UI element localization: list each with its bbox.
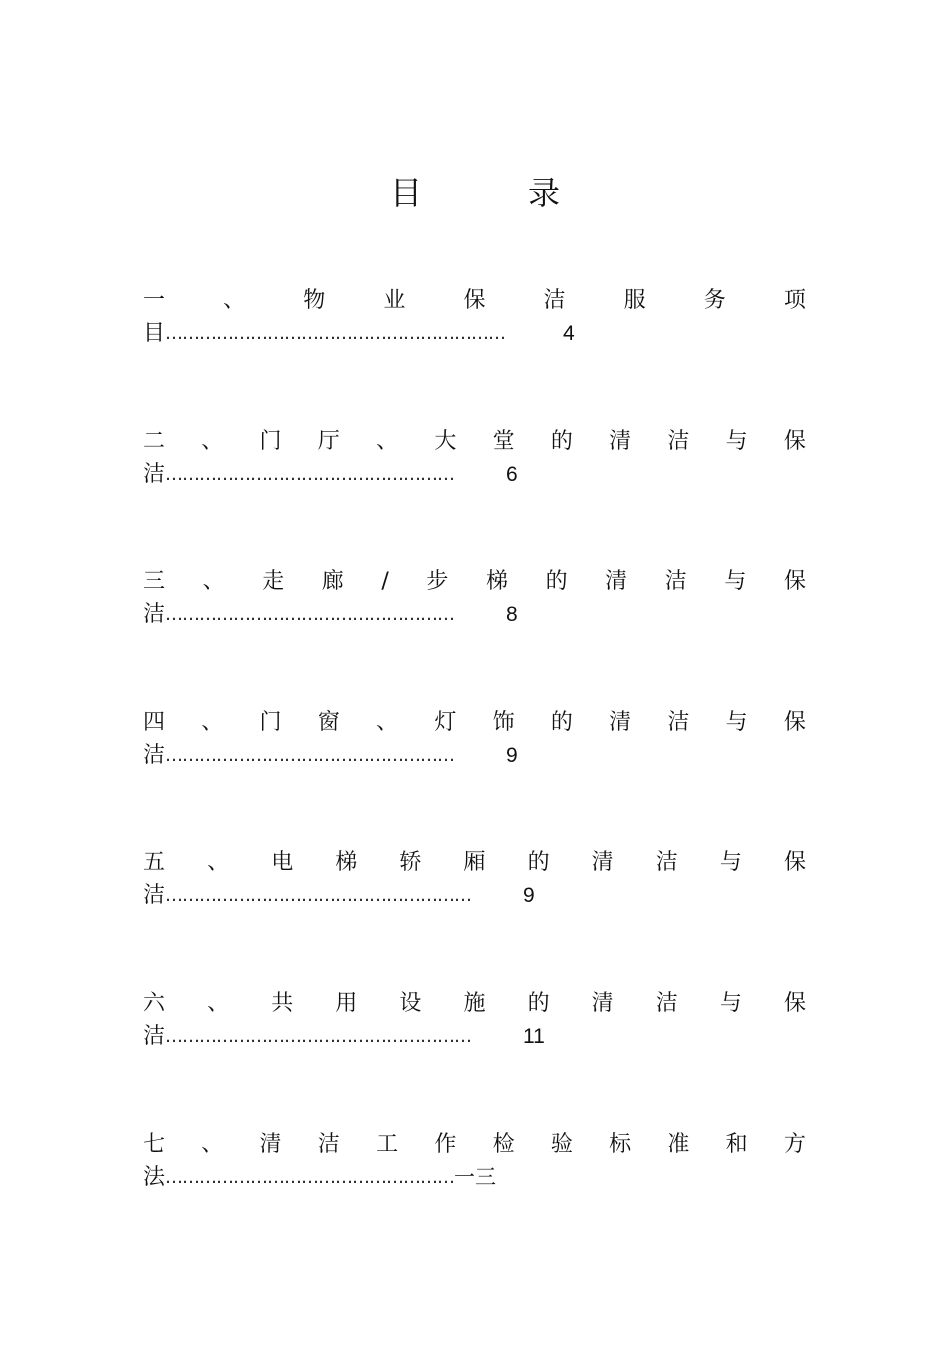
toc-heading-char: 保 (783, 569, 806, 594)
toc-page-number: 4 (563, 322, 575, 345)
toc-heading-char: 轿 (399, 850, 422, 875)
toc-heading-char: 灯 (434, 710, 457, 735)
toc-entry[interactable] (143, 1128, 806, 1194)
toc-entry-leader-line (143, 1162, 806, 1194)
toc-entry-leader-line (143, 1021, 806, 1053)
toc-heading-char: 、 (202, 569, 225, 594)
toc-heading-char: 、 (223, 288, 246, 313)
toc-entry-leader-line (143, 740, 806, 772)
toc-heading-char: 项 (783, 288, 806, 313)
toc-heading-last-char: 洁 (143, 1024, 166, 1049)
toc-heading-char: 的 (545, 569, 568, 594)
toc-entry[interactable] (143, 565, 806, 631)
toc-heading-char: 、 (201, 429, 224, 454)
toc-heading-char: 服 (623, 288, 646, 313)
toc-heading-char: 门 (259, 710, 282, 735)
toc-dot-leader: …………………………………………… (165, 745, 455, 766)
toc-heading-char: 洁 (664, 569, 687, 594)
toc-dot-leader: …………………………………………… (165, 604, 455, 625)
toc-entry-leader-line (143, 318, 806, 350)
toc-heading-char: 电 (271, 850, 294, 875)
toc-heading-char: 准 (667, 1132, 690, 1157)
toc-heading-char: 务 (703, 288, 726, 313)
toc-heading-char: 、 (201, 710, 224, 735)
toc-heading-last-char: 洁 (143, 743, 166, 768)
toc-heading-char: 洁 (655, 850, 678, 875)
toc-heading-char: 作 (434, 1132, 457, 1157)
toc-heading-char: 的 (527, 850, 550, 875)
toc-entry-heading-line (143, 706, 806, 740)
toc-heading-char: 、 (207, 991, 230, 1016)
toc-heading-char: 清 (605, 569, 628, 594)
toc-heading-char: 、 (207, 850, 230, 875)
page-title (0, 168, 950, 214)
toc-entry[interactable] (143, 846, 806, 912)
toc-heading-last-char: 洁 (143, 602, 166, 627)
toc-heading-char: 、 (201, 1132, 224, 1157)
toc-entry-heading-line (143, 565, 806, 599)
toc-page-number: 9 (523, 884, 535, 907)
toc-heading-char: 检 (492, 1132, 515, 1157)
toc-heading-char: 标 (609, 1132, 632, 1157)
toc-heading-char: 梯 (485, 569, 508, 594)
toc-heading-char: 洁 (543, 288, 566, 313)
toc-dot-leader: ……………………………………………… (165, 885, 472, 906)
toc-entry[interactable] (143, 987, 806, 1053)
toc-heading-char: 清 (591, 850, 614, 875)
toc-heading-char: 清 (609, 710, 632, 735)
toc-heading-char: 的 (527, 991, 550, 1016)
toc-heading-char: 廊 (321, 569, 344, 594)
toc-heading-char: 走 (262, 569, 285, 594)
toc-entry-heading-line (143, 987, 806, 1021)
toc-heading-char: 堂 (492, 429, 515, 454)
toc-dot-leader: ……………………………………………… (165, 1026, 472, 1047)
toc-entry[interactable] (143, 706, 806, 772)
toc-heading-char: 二 (143, 429, 166, 454)
toc-heading-char: 清 (259, 1132, 282, 1157)
toc-heading-char: 厅 (317, 429, 340, 454)
toc-entry-leader-line (143, 459, 806, 491)
toc-heading-char: 用 (335, 991, 358, 1016)
toc-heading-char: 保 (783, 710, 806, 735)
toc-heading-char: 与 (725, 710, 748, 735)
toc-heading-char: 与 (724, 569, 747, 594)
toc-heading-char: 与 (719, 991, 742, 1016)
toc-heading-char: 清 (591, 991, 614, 1016)
title-char-1: 目 (390, 174, 423, 212)
toc-heading-char: 保 (783, 429, 806, 454)
toc-entry-heading-line (143, 425, 806, 459)
toc-heading-last-char: 洁 (143, 462, 166, 487)
toc-heading-char: 五 (143, 850, 166, 875)
toc-heading-char: 业 (383, 288, 406, 313)
toc-heading-char: 保 (783, 850, 806, 875)
title-char-2: 录 (528, 174, 561, 212)
toc-entry-leader-line (143, 599, 806, 631)
toc-entry-heading-line (143, 1128, 806, 1162)
toc-heading-char: 洁 (667, 429, 690, 454)
toc-heading-char: 洁 (655, 991, 678, 1016)
toc-heading-last-char: 法 (143, 1165, 166, 1190)
toc-heading-char: 门 (259, 429, 282, 454)
toc-heading-char: 洁 (317, 1132, 340, 1157)
toc-heading-char: 清 (609, 429, 632, 454)
toc-heading-char: 三 (143, 569, 166, 594)
toc-heading-char: 洁 (667, 710, 690, 735)
toc-heading-char: 保 (463, 288, 486, 313)
toc-heading-char: 与 (719, 850, 742, 875)
toc-entry[interactable] (143, 284, 806, 350)
toc-page-number: 8 (506, 603, 518, 626)
toc-dot-leader: …………………………………………… (165, 464, 455, 485)
toc-heading-char: 厢 (463, 850, 486, 875)
toc-heading-char: 物 (303, 288, 326, 313)
toc-heading-char: 饰 (492, 710, 515, 735)
toc-heading-char: 窗 (317, 710, 340, 735)
toc-heading-char: 步 (426, 569, 449, 594)
toc-page-number: 9 (506, 744, 518, 767)
toc-heading-char: 工 (376, 1132, 399, 1157)
toc-heading-last-char: 洁 (143, 883, 166, 908)
toc-page-number: 一三 (454, 1166, 497, 1189)
toc-heading-last-char: 目 (143, 321, 166, 346)
toc-page-number: 11 (523, 1025, 545, 1048)
toc-heading-char: 的 (550, 710, 573, 735)
toc-heading-char: 和 (725, 1132, 748, 1157)
toc-heading-char: 、 (376, 429, 399, 454)
toc-heading-char: 设 (399, 991, 422, 1016)
toc-heading-char: 施 (463, 991, 486, 1016)
toc-heading-char: 七 (143, 1132, 166, 1157)
toc-heading-char: 方 (783, 1132, 806, 1157)
toc-heading-char: / (381, 569, 389, 594)
toc-heading-char: 共 (271, 991, 294, 1016)
toc-heading-char: 的 (550, 429, 573, 454)
toc-heading-char: 一 (143, 288, 166, 313)
toc-heading-char: 保 (783, 991, 806, 1016)
toc-heading-char: 验 (550, 1132, 573, 1157)
toc-entry-heading-line (143, 846, 806, 880)
toc-entry-heading-line (143, 284, 806, 318)
toc-page-number: 6 (506, 463, 518, 486)
toc-heading-char: 六 (143, 991, 166, 1016)
toc-entry[interactable] (143, 425, 806, 491)
toc-dot-leader: …………………………………………………… (165, 323, 506, 344)
toc-heading-char: 与 (725, 429, 748, 454)
toc-dot-leader: …………………………………………… (165, 1167, 455, 1188)
toc-heading-char: 大 (434, 429, 457, 454)
toc-heading-char: 四 (143, 710, 166, 735)
toc-heading-char: 、 (376, 710, 399, 735)
toc-entry-leader-line (143, 880, 806, 912)
toc-heading-char: 梯 (335, 850, 358, 875)
